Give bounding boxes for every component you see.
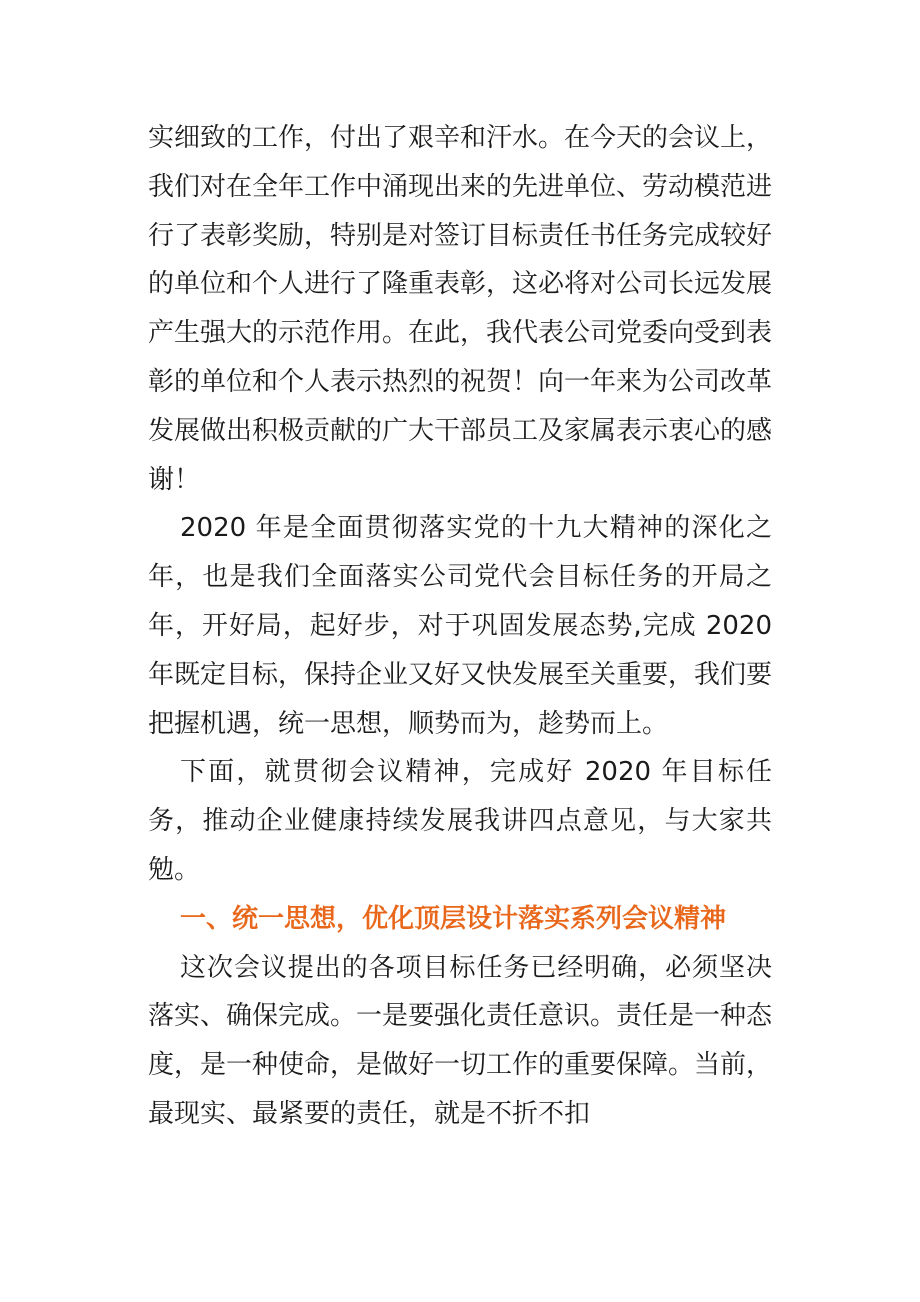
paragraph-section-1: 这次会议提出的各项目标任务已经明确，必须坚决落实、确保完成。一是要强化责任意识。责任是一种态度，是一种使命，是做好一切工作的重要保障。当前，最现实、最紧要的责任，就是不折不扣 <box>148 952 773 1129</box>
paragraph-year-goals: 2020 年是全面贯彻落实党的十九大精神的深化之年，也是我们全面落实公司党代会目标任务的开局之年，开好局，起好步，对于巩固发展态势,完成 2020 年既定目标，保持企业又好又快发展至关重要，我们要把握机遇，统一思想，顺势而为，趁势而上。 <box>148 513 773 739</box>
section-heading-1: 一、统一思想，优化顶层设计落实系列会议精神 <box>180 903 727 934</box>
paragraph-continued: 实细致的工作，付出了艰辛和汗水。在今天的会议上，我们对在全年工作中涌现出来的先进单位、劳动模范进行了表彰奖励，特别是对签订目标责任书任务完成较好的单位和个人进行了隆重表彰，这必将对公司长远发展产生强大的示范作用。在此，我代表公司党委向受到表彰的单位和个人表示热烈的祝贺！向一年来为公司改革发展做出积极贡献的广大干部员工及家属表示衷心的感谢！ <box>148 123 773 495</box>
paragraph-four-opinions: 下面，就贯彻会议精神，完成好 2020 年目标任务，推动企业健康持续发展我讲四点意见，与大家共勉。 <box>148 757 772 885</box>
document-body <box>148 114 772 1139</box>
